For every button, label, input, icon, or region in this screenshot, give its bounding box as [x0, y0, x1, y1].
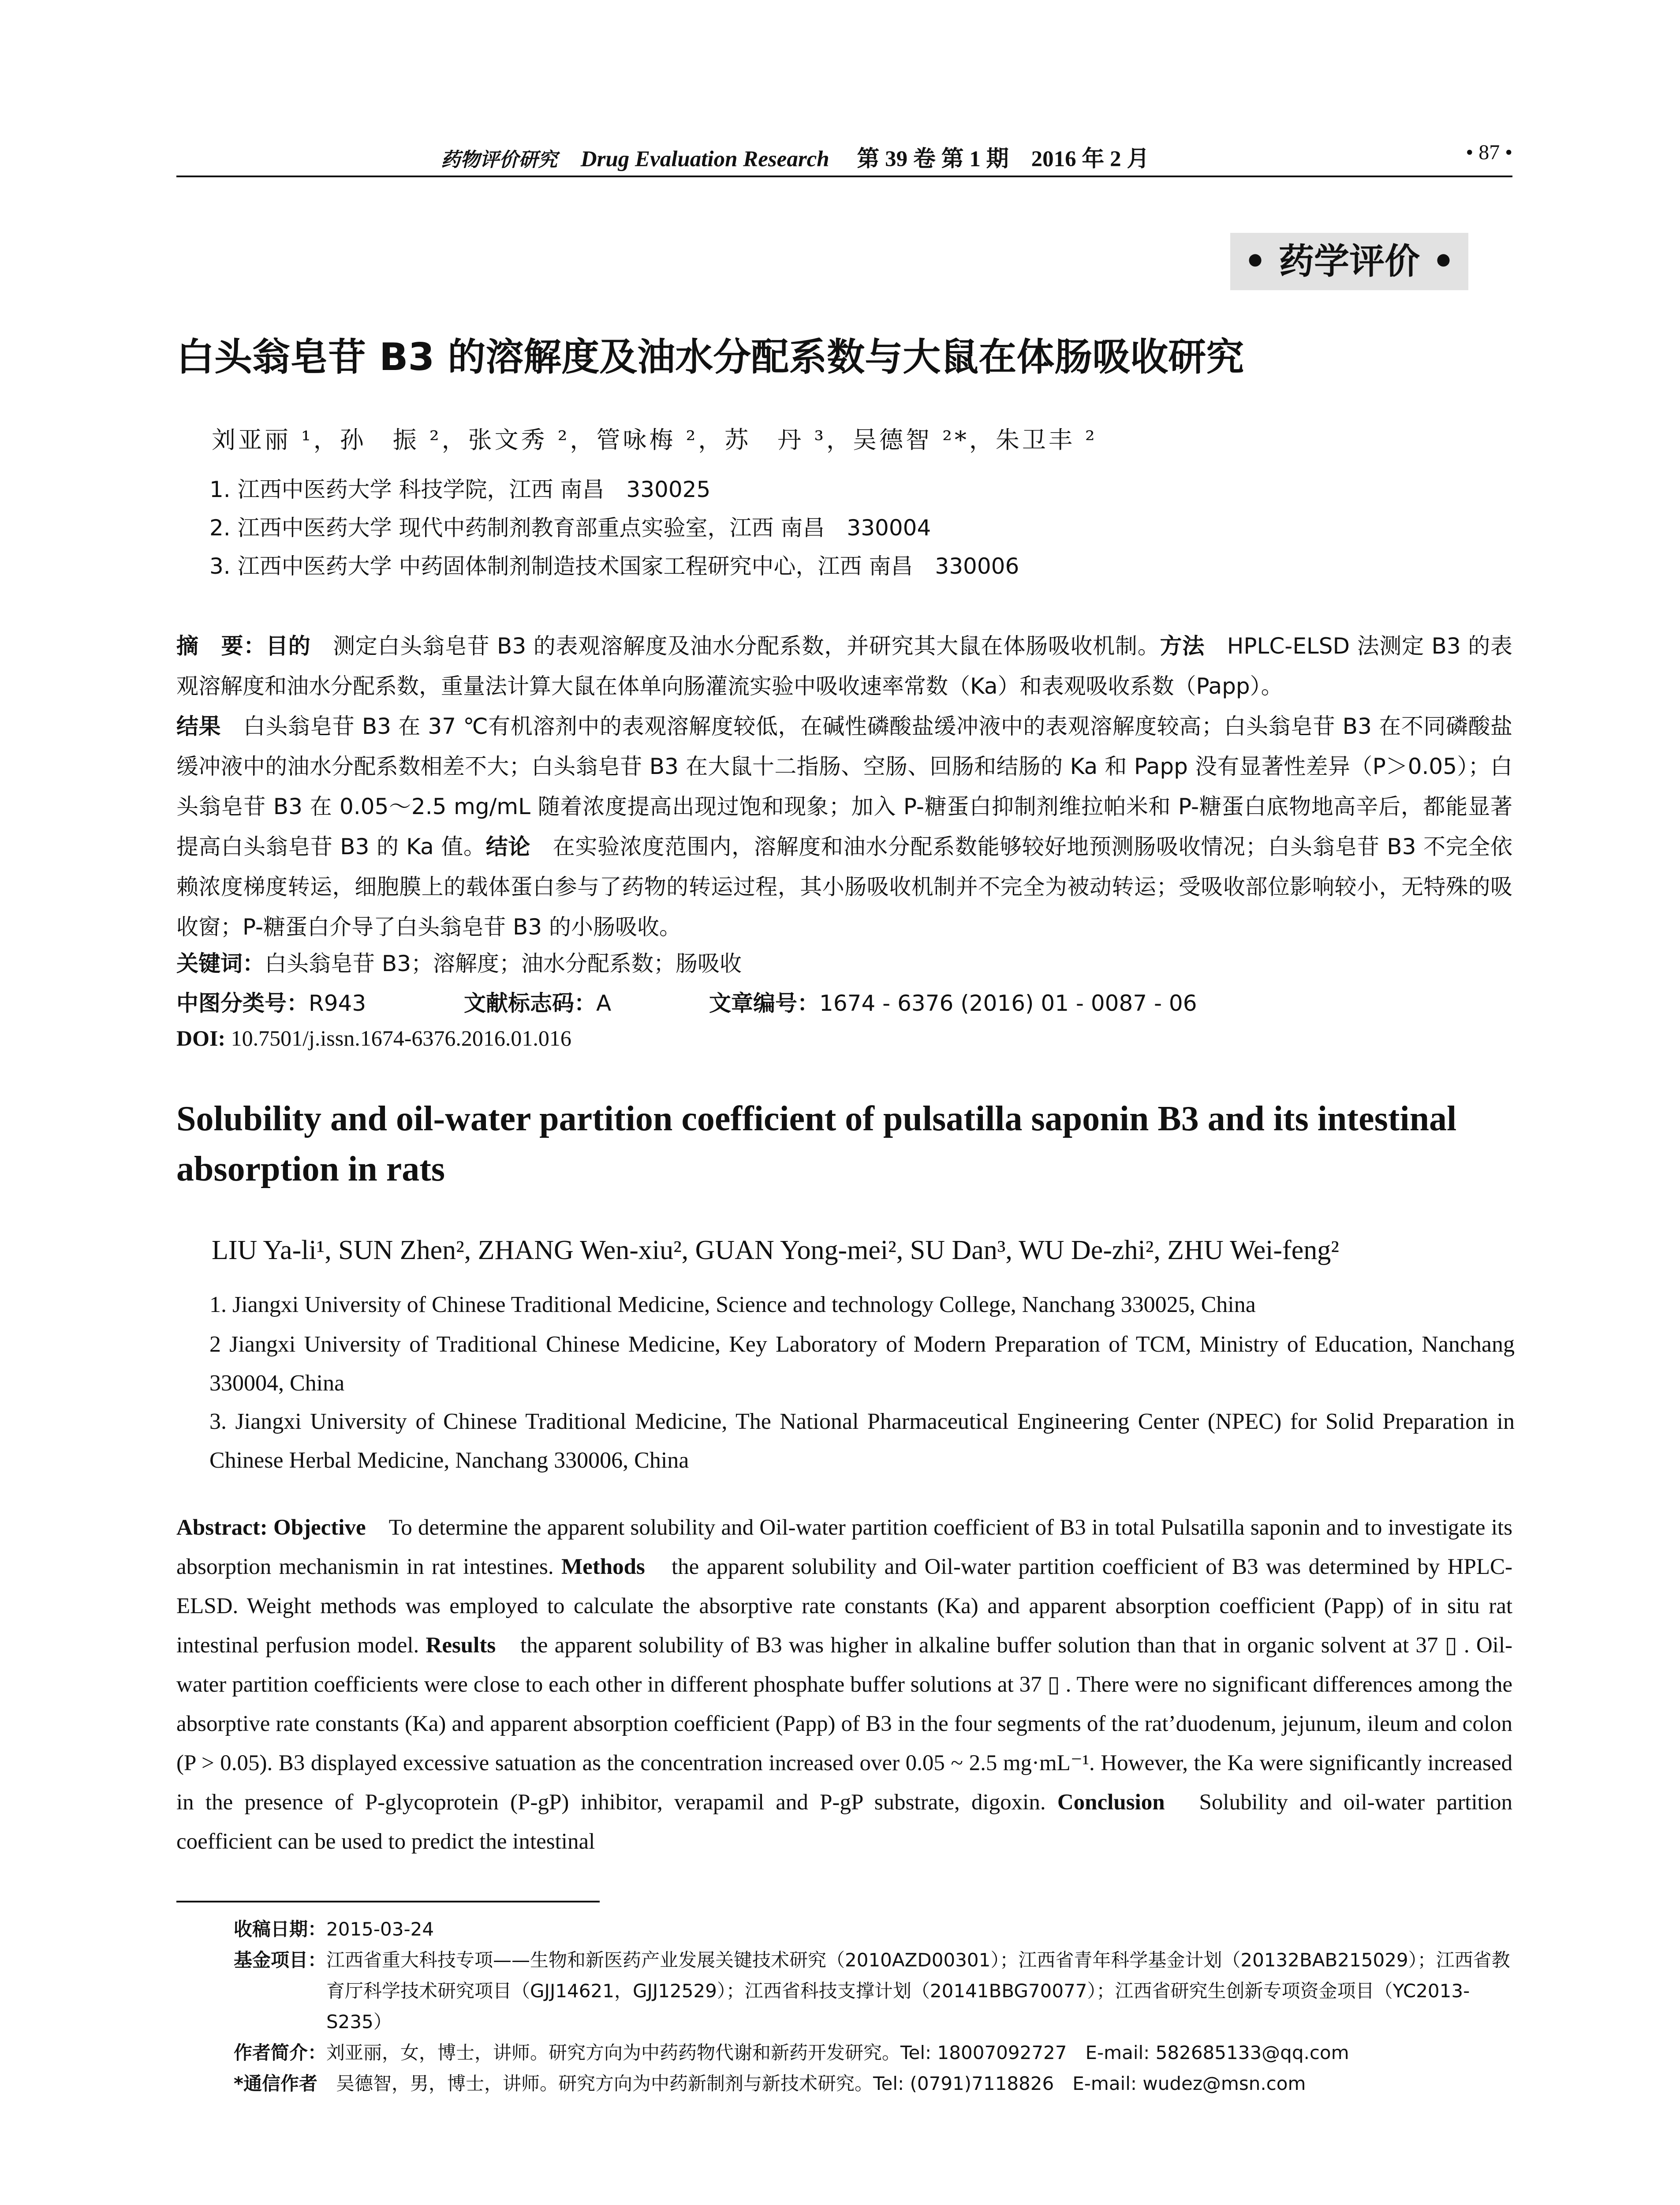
conclusion-label: 结论: [485, 834, 531, 860]
received-label: 收稿日期：: [234, 1918, 327, 1940]
doi-label: DOI:: [176, 1026, 226, 1050]
clc-label: 中图分类号：: [176, 990, 309, 1016]
authors-cn: 刘亚丽 ¹，孙 振 ²，张文秀 ²，管咏梅 ²，苏 丹 ³，吴德智 ²*，朱卫丰 ²: [212, 426, 1098, 454]
objective-en-text: To determine the apparent solubility and Oil-water partition coefficient of B3 in total Pulsatilla saponin and to investigate its absorption mechanismin in rat intestines.: [176, 1515, 1513, 1579]
page-number: • 87 •: [1466, 141, 1512, 164]
affiliation-cn-2: 2. 江西中医药大学 现代中药制剂教育部重点实验室，江西 南昌 330004: [209, 515, 931, 541]
affiliation-cn-3: 3. 江西中医药大学 中药固体制剂制造技术国家工程研究中心，江西 南昌 330006: [209, 553, 1019, 579]
corresponding-author: [234, 2068, 1512, 2099]
fund-value: 江西省重大科技专项——生物和新医药产业发展关键技术研究（2010AZD00301）；江西省青年科学基金计划（20132BAB215029）；江西省教育厅科学技术研究项目（GJJ14621，GJJ12529）；江西省科技支撑计划（20141BBG70077）；江西省研究生创新专项资金项目（YC2013-S235）: [326, 1949, 1510, 2033]
conclusion-en-text: Solubility and oil-water partition coefficient can be used to predict the intestinal: [176, 1790, 1512, 1854]
doc-code-label: 文献标志码：: [464, 990, 596, 1016]
conclusion-text: 在实验浓度范围内，溶解度和油水分配系数能够较好地预测肠吸收情况；白头翁皂苷 B3 不完全依赖浓度梯度转运，细胞膜上的载体蛋白参与了药物的转运过程，其小肠吸收机制并不完全为被动转运；受吸收部位影响较小，无特殊的吸收窗；P-糖蛋白介导了白头翁皂苷 B3 的小肠吸收。: [176, 834, 1512, 940]
received-date: [234, 1914, 1512, 1945]
title-cn: 白头翁皂苷 B3 的溶解度及油水分配系数与大鼠在体肠吸收研究: [176, 335, 1244, 379]
affiliation-en-1: 1. Jiangxi University of Chinese Traditional Medicine, Science and technology College, Nanchang 330025, China: [209, 1292, 1256, 1317]
abstract-en: [176, 1508, 1512, 1861]
clc-value: R943: [309, 990, 366, 1016]
article-no-value: 1674 - 6376 (2016) 01 - 0087 - 06: [819, 990, 1197, 1016]
authors-en: LIU Ya-li¹, SUN Zhen², ZHANG Wen-xiu², GUAN Yong-mei², SU Dan³, WU De-zhi², ZHU Wei-feng²: [212, 1235, 1339, 1265]
received-value: 2015-03-24: [326, 1918, 434, 1940]
abstract-cn-label: 摘 要：: [176, 633, 266, 659]
results-en-label: Results: [419, 1633, 496, 1658]
keywords-label: 关键词：: [176, 951, 265, 976]
results-label: 结果: [176, 714, 221, 739]
author-bio: [234, 2037, 1512, 2068]
issue-info: 第 39 卷 第 1 期 2016 年 2 月: [857, 147, 1150, 172]
methods-text: HPLC-ELSD 法测定 B3 的表观溶解度和油水分配系数，重量法计算大鼠在体单向肠灌流实验中吸收速率常数（Ka）和表观吸收系数（Papp）。: [176, 633, 1513, 699]
objective-text: 测定白头翁皂苷 B3 的表观溶解度及油水分配系数，并研究其大鼠在体肠吸收机制。: [310, 633, 1160, 659]
methods-en-label: Methods: [553, 1555, 645, 1579]
results-text: 白头翁皂苷 B3 在 37 ℃有机溶剂中的表观溶解度较低，在碱性磷酸盐缓冲液中的表观溶解度较高；白头翁皂苷 B3 在不同磷酸盐缓冲液中的油水分配系数相差不大；白头翁皂苷 B3 在大鼠十二指肠、空肠、回肠和结肠的 Ka 和 Papp 没有显著性差异（P＞0.05）；白头翁皂苷 B3 在 0.05～2.5 mg/mL 随着浓度提高出现过饱和现象；加入 P-糖蛋白抑制剂维拉帕米和 P-糖蛋白底物地高辛后，都能显著提高白头翁皂苷 B3 的 Ka 值。: [176, 714, 1512, 860]
article-no-label: 文章编号：: [709, 990, 820, 1016]
doi-value: 10.7501/j.issn.1674-6376.2016.01.016: [225, 1026, 571, 1050]
bio-label: 作者简介：: [234, 2042, 327, 2063]
doc-code-value: A: [596, 990, 612, 1016]
abstract-cn: [176, 626, 1512, 947]
corr-label: *通信作者: [234, 2073, 317, 2094]
footnote-rule: [176, 1901, 600, 1902]
journal-logo-text: 药物评价研究: [441, 149, 557, 171]
keywords-text: 白头翁皂苷 B3；溶解度；油水分配系数；肠吸收: [265, 951, 742, 976]
objective-label: 目的: [265, 633, 311, 659]
methods-en-text: the apparent solubility and Oil-water partition coefficient of B3 was determined by HPLC-ELSD. Weight methods was employed to calculate the absorptive rate constants (Ka) and apparent absorption coefficient (Papp) of in situ rat intestinal perfusion model.: [176, 1555, 1512, 1658]
fund-label: 基金项目：: [234, 1949, 327, 1971]
section-tag: • 药学评价 •: [1230, 233, 1468, 290]
affiliation-en-2: 2 Jiangxi University of Traditional Chinese Medicine, Key Laboratory of Modern Preparation of TCM, Ministry of Education, Nanchang 330004, China: [209, 1332, 1515, 1396]
results-en-text: the apparent solubility of B3 was higher in alkaline buffer solution than that in organic solvent at 37 ▯ . Oil-water partition coefficients were close to each other in different phosphate buffer solutions at 37 ▯ . There were no significant differences among the absorptive rate constants (Ka) and apparent absorption coefficient (Papp) of B3 in the four segments of the rat’duodenum, jejunum, ileum and colon (P > 0.05). B3 displayed excessive satuation as the concentration increased over 0.05 ~ 2.5 mg·mL⁻¹. However, the Ka were significantly increased in the presence of P-glycoprotein (P-gP) inhibitor, verapamil and P-gP substrate, digoxin.: [176, 1633, 1512, 1815]
journal-name: Drug Evaluation Research: [580, 147, 829, 172]
methods-label: 方法: [1160, 633, 1205, 659]
affiliation-en-3: 3. Jiangxi University of Chinese Traditional Medicine, The National Pharmaceutical Engineering Center (NPEC) for Solid Preparation in Chinese Herbal Medicine, Nanchang 330006, China: [209, 1409, 1515, 1473]
conclusion-en-label: Conclusion: [1045, 1790, 1165, 1815]
classification: [176, 986, 1197, 1017]
affiliation-cn-1: 1. 江西中医药大学 科技学院，江西 南昌 330025: [209, 477, 711, 502]
bio-value: 刘亚丽，女，博士，讲师。研究方向为中药药物代谢和新药开发研究。Tel: 18007092727 E-mail: 582685133@qq.com: [326, 2042, 1349, 2063]
fund: [234, 1945, 1512, 2037]
running-header: [176, 140, 1512, 176]
journal-info: [441, 140, 1149, 173]
footnotes: [234, 1914, 1512, 2099]
abstract-en-label: Abstract: Objective: [176, 1515, 366, 1540]
corr-value: 吴德智，男，博士，讲师。研究方向为中药新制剂与新技术研究。Tel: (0791)7118826 E-mail: wudez@msn.com: [317, 2073, 1306, 2094]
title-en: Solubility and oil-water partition coefficient of pulsatilla saponin B3 and its intestinal absorption in rats: [176, 1099, 1457, 1188]
doi: [176, 1025, 571, 1051]
header-rule: [176, 176, 1512, 177]
keywords: [176, 946, 742, 978]
